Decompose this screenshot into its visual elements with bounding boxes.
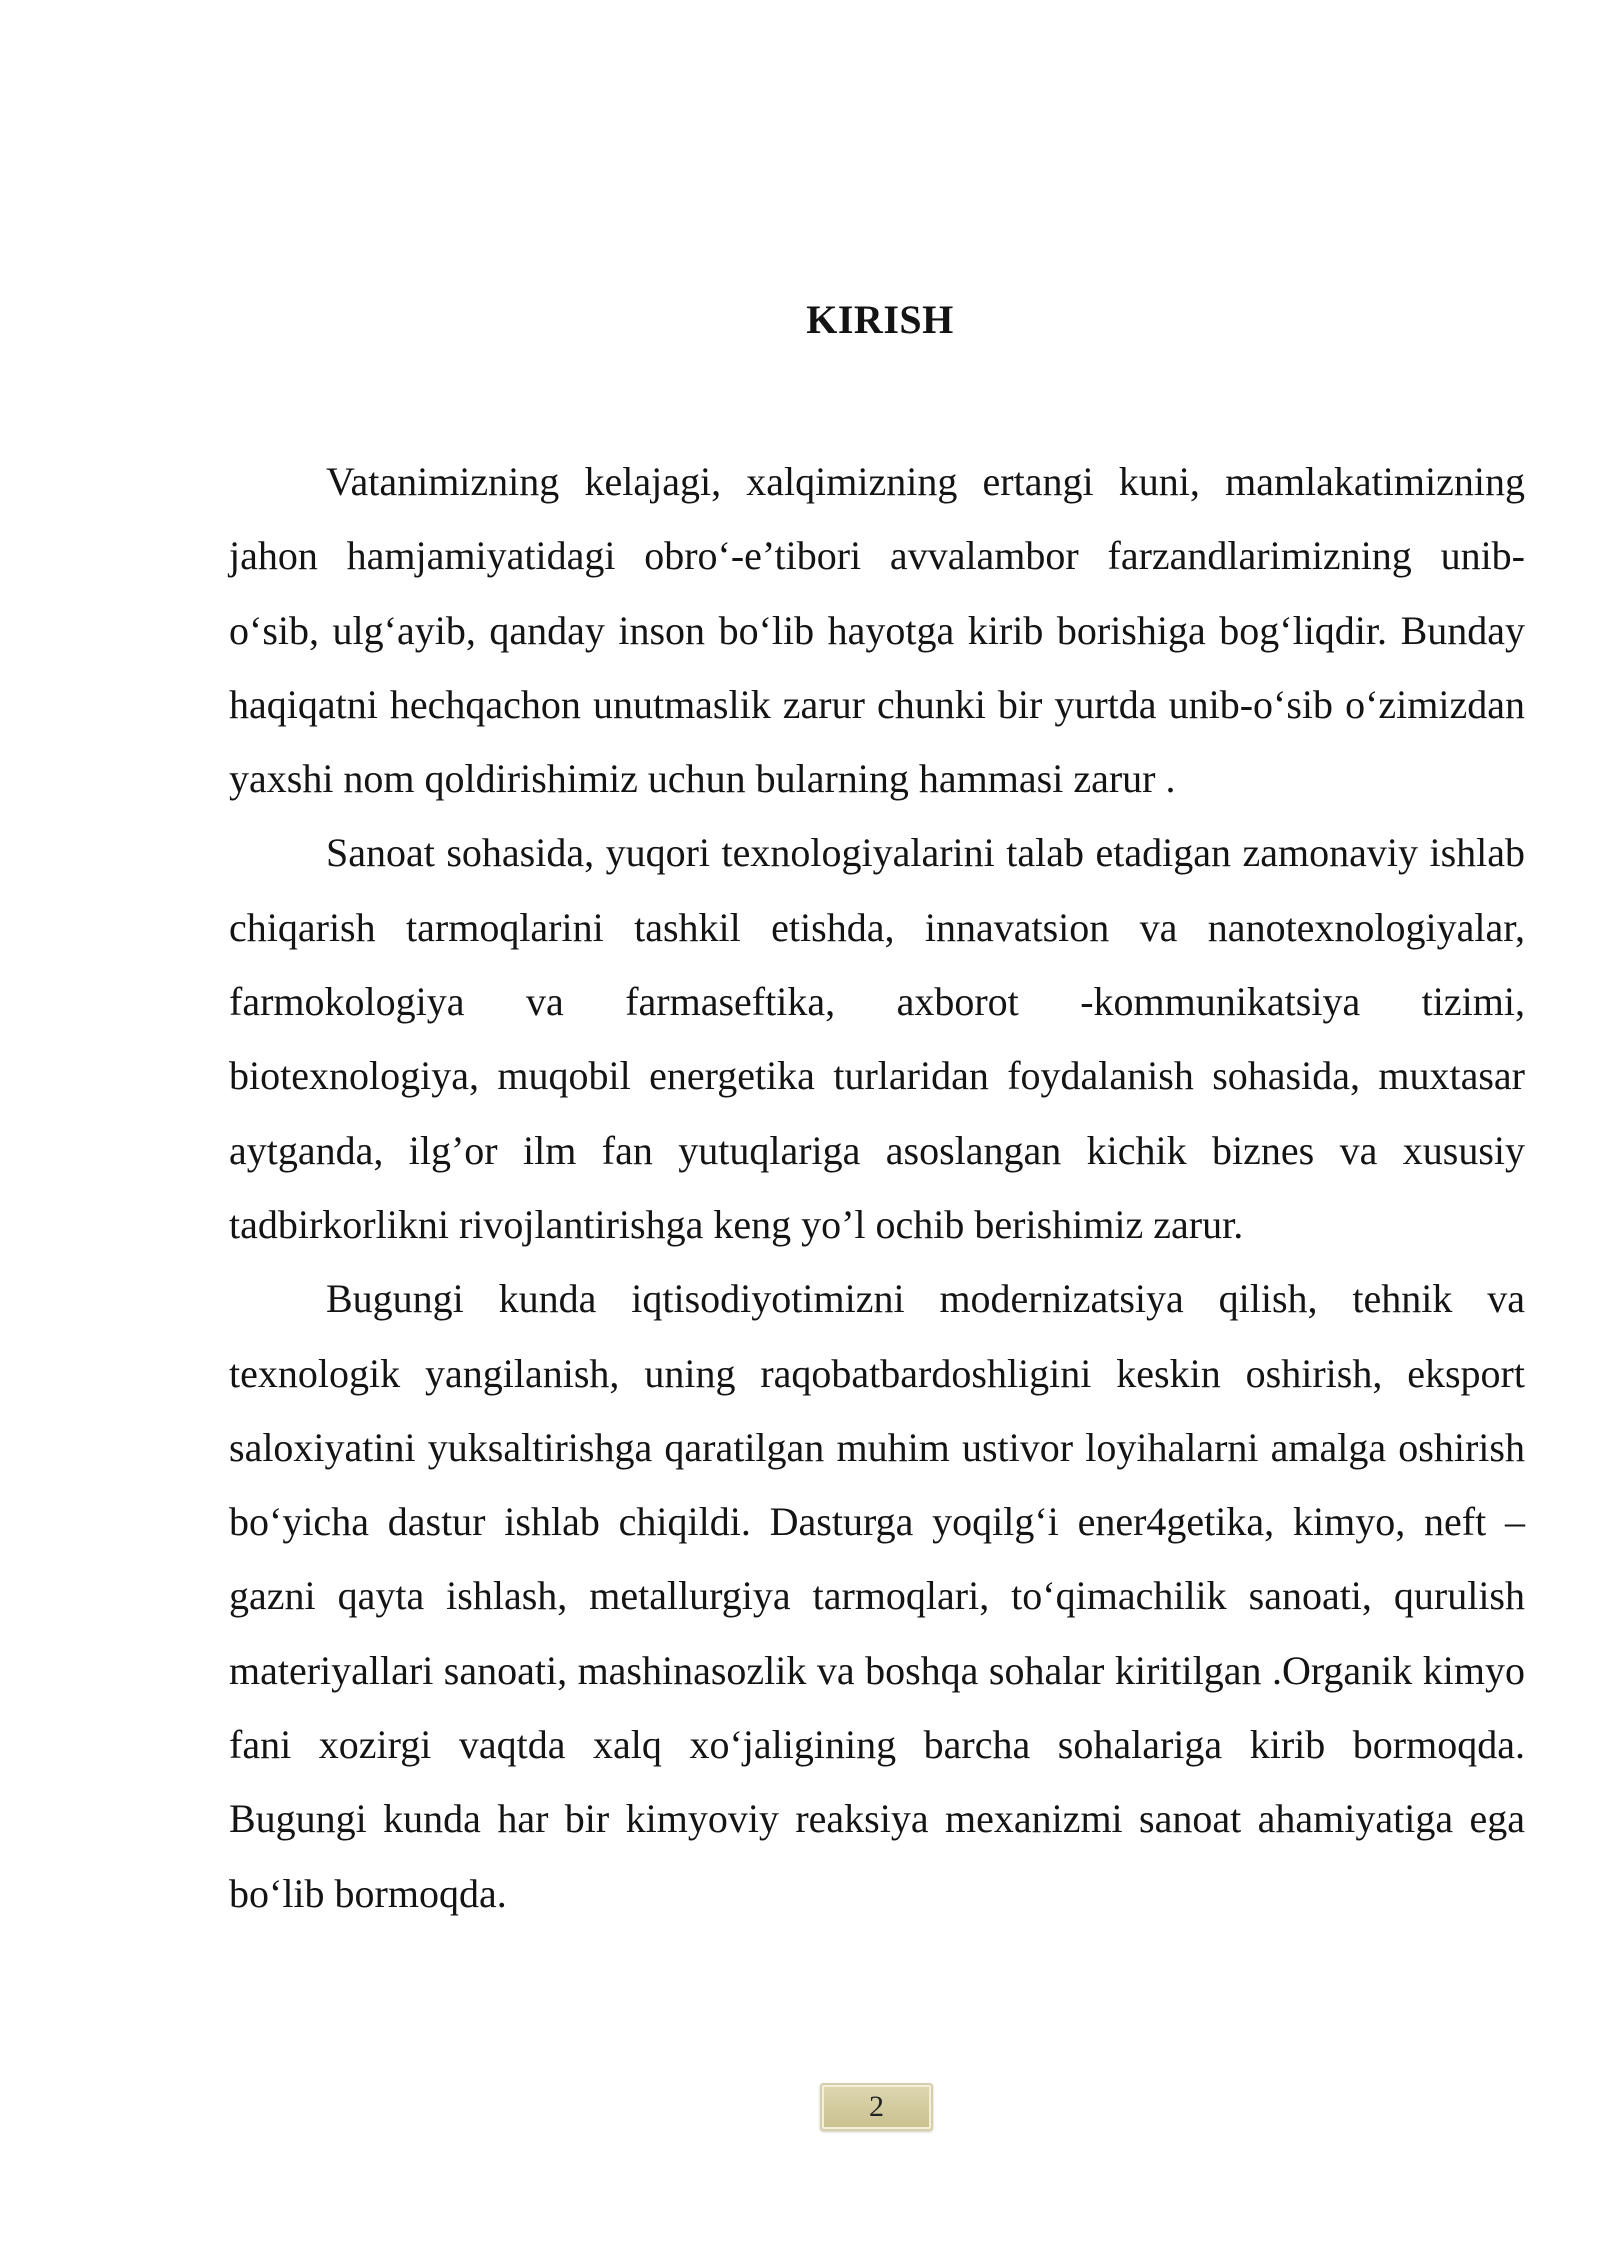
body-text [229, 445, 1525, 1931]
page-number: 2 [869, 2090, 884, 2123]
paragraph-3: Bugungi kunda iqtisodiyotimizni modernizatsiya qilish, tehnik va texnologik yangilanish, uning raqobatbardoshligini keskin oshirish, eksport saloxiyatini yuksaltirishga qaratilgan muhim ustivor loyihalarni amalga oshirish bo‘yicha dastur ishlab chiqildi. Dasturga yoqilg‘i ener4getika, kimyo, neft – gazni qayta ishlash, metallurgiya tarmoqlari, to‘qimachilik sanoati, qurulish materiyallari sanoati, mashinasozlik va boshqa sohalar kiritilgan .Organik kimyo fani xozirgi vaqtda xalq xo‘jaligining barcha sohalariga kirib bormoqda. Bugungi kunda har bir kimyoviy reaksiya mexanizmi sanoat ahamiyatiga ega bo‘lib bormoqda. [229, 1276, 1525, 1916]
page-title: KIRISH [806, 297, 954, 342]
paragraph-1: Vatanimizning kelajagi, xalqimizning ertangi kuni, mamlakatimizning jahon hamjamiyatidagi obro‘-e’tibori avvalambor farzandlarimizning unib- o‘sib, ulg‘ayib, qanday inson bo‘lib hayotga kirib borishiga bog‘liqdir. Bunday haqiqatni hechqachon unutmaslik zarur chunki bir yurtda unib-o‘sib o‘zimizdan yaxshi nom qoldirishimiz uchun bularning hammasi zarur . [229, 459, 1525, 802]
page-number-badge [820, 2083, 933, 2131]
paragraph-2: Sanoat sohasida, yuqori texnologiyalarini talab etadigan zamonaviy ishlab chiqarish tarmoqlarini tashkil etishda, innavatsion va nanotexnologiyalar, farmokologiya va farmaseftika, axborot -kommunikatsiya tizimi, biotexnologiya, muqobil energetika turlaridan foydalanish sohasida, muxtasar aytganda, ilg’or ilm fan yutuqlariga asoslangan kichik biznes va xususiy tadbirkorlikni rivojlantirishga keng yo’l ochib berishimiz zarur. [229, 830, 1525, 1247]
